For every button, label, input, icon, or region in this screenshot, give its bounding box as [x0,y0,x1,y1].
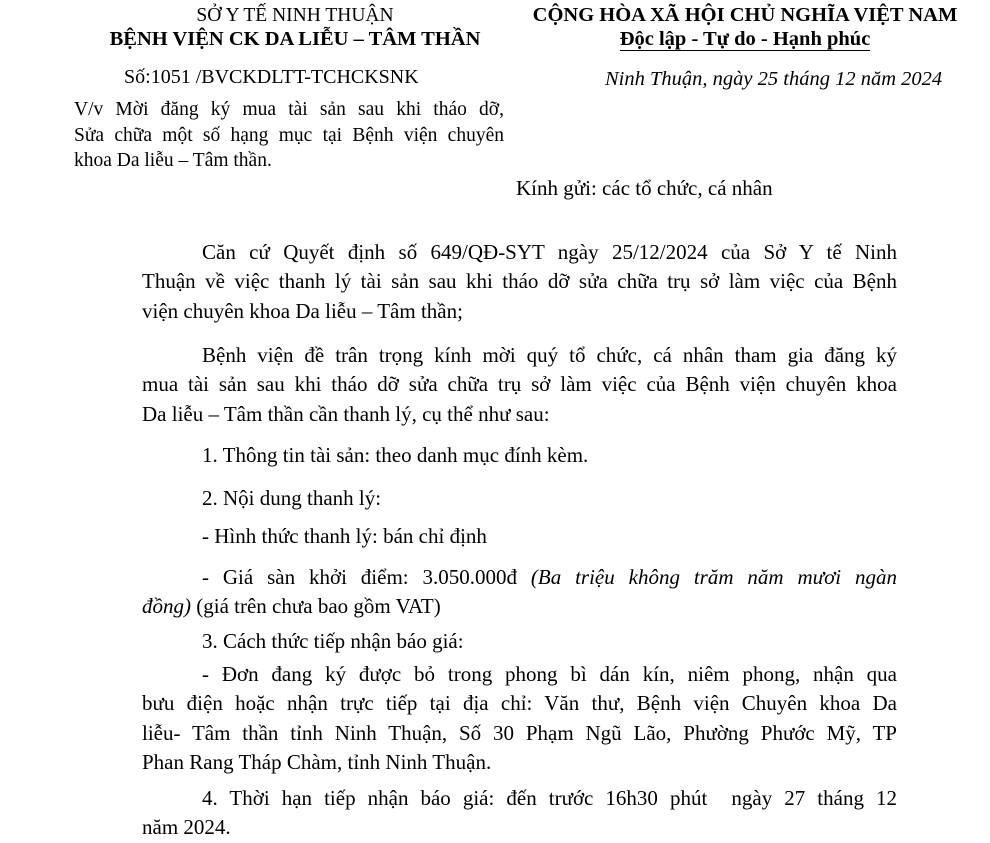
p1-line-3: viện chuyên khoa Da liễu – Tâm thần; [142,298,463,323]
item-4-line-1 [142,784,897,813]
paragraph-invitation [142,341,897,429]
price-line-1 [142,563,897,592]
price-in-words-end: đồng) [142,594,191,619]
doc-number-value: 1051 [150,66,191,88]
p2-line-1-text: Bệnh viện đề trân trọng kính mời quý tổ chức, cá nhân tham gia đăng ký [202,343,897,367]
hospital-name: BỆNH VIỆN CK DA LIỄU – TÂM THẦN [109,28,481,50]
price-prefix: - Giá sàn khởi điểm: 3.050.000đ [202,565,531,589]
country-name: CỘNG HÒA XÃ HỘI CHỦ NGHĨA VIỆT NAM [532,4,958,26]
item-2-price [142,563,897,622]
item-2-heading: 2. Nội dung thanh lý: [202,486,382,510]
price-vat-note: (giá trên chưa bao gồm VAT) [191,594,441,619]
item-3-details [142,660,897,778]
item-1: 1. Thông tin tài sản: theo danh mục đính kèm. [202,443,589,467]
item-3-line-1 [142,660,897,689]
p2-line-2: mua tài sản sau khi tháo dỡ sửa chữa trụ sở làm việc của Bệnh viện chuyên khoa [142,372,897,397]
item-4-line-1-text: 4. Thời hạn tiếp nhận báo giá: đến trước 16h30 phút ngày 27 tháng 12 [202,786,897,810]
subject-line-1: V/v Mời đăng ký mua tài sản sau khi tháo dỡ, [74,99,504,120]
price-in-words: (Ba triệu không trăm năm mươi ngàn [530,565,897,589]
p2-line-3: Da liễu – Tâm thần cần thanh lý, cụ thể như sau: [142,401,550,426]
item-2-method: - Hình thức thanh lý: bán chỉ định [202,524,487,548]
place-date: Ninh Thuận, ngày 25 tháng 12 năm 2024 [605,68,943,90]
p1-line-1 [142,238,897,267]
doc-number-suffix: /BVCKDLTT-TCHCKSNK [190,66,419,88]
subject-block [74,97,504,174]
item-3-line-4: Phan Rang Tháp Chàm, tỉnh Ninh Thuận. [142,750,492,775]
item-3-line-2: bưu điện hoặc nhận trực tiếp tại địa chỉ: Văn thư, Bệnh viện Chuyên khoa Da [142,691,897,716]
document-number [124,64,419,90]
issuer-header [60,4,530,52]
p1-line-2: Thuận về việc thanh lý tài sản sau khi tháo dỡ sửa chữa trụ sở làm việc của Bệnh [142,269,897,294]
item-4 [142,784,897,843]
motto-text: Độc lập - Tự do - Hạnh phúc [619,28,871,50]
item-3-line-1-text: - Đơn đang ký được bỏ trong phong bì dán kín, niêm phong, nhận qua [202,662,897,686]
p1-line-1-text: Căn cứ Quyết định số 649/QĐ-SYT ngày 25/12/2024 của Sở Y tế Ninh [202,240,897,264]
doc-number-prefix: Số: [124,66,151,88]
item-4-line-2: năm 2024. [142,815,231,840]
national-motto [520,27,970,52]
recipient-line: Kính gửi: các tổ chức, cá nhân [516,176,773,200]
parent-agency: SỞ Y TẾ NINH THUẬN [196,5,394,26]
paragraph-legal-basis [142,238,897,326]
p2-line-1 [142,341,897,370]
item-3-heading: 3. Cách thức tiếp nhận báo giá: [202,629,464,653]
subject-line-2: Sửa chữa một số hạng mục tại Bệnh viện chuyên [74,124,504,146]
subject-line-3: khoa Da liễu – Tâm thần. [74,150,272,171]
national-header [520,4,970,52]
price-line-2 [142,592,897,621]
item-3-line-3: liễu- Tâm thần tỉnh Ninh Thuận, Số 30 Phạm Ngũ Lão, Phường Phước Mỹ, TP [142,720,897,745]
